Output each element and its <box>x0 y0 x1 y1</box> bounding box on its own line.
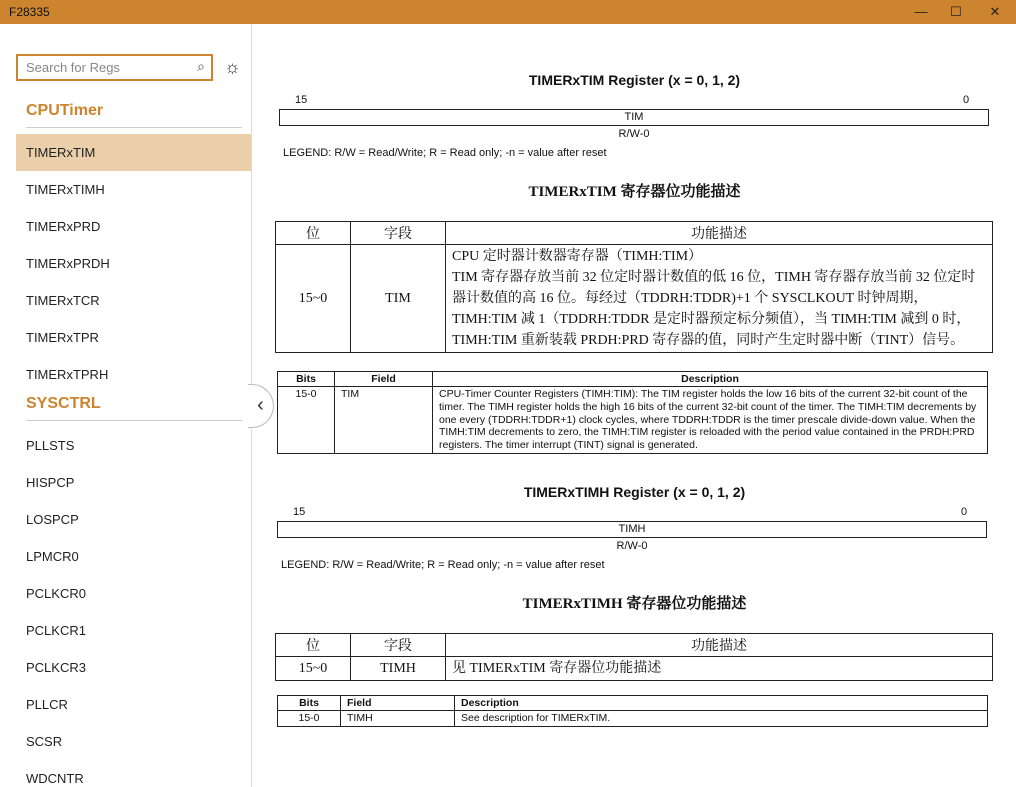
sidebar-item[interactable]: PLLSTS <box>26 438 75 453</box>
register-title: TIMERxTIM Register (x = 0, 1, 2) <box>528 72 741 88</box>
zh-field: TIMH <box>351 657 446 681</box>
close-button[interactable]: ✕ <box>989 4 1001 19</box>
en-desc: See description for TIMERxTIM. <box>455 711 988 727</box>
zh-desc-line: CPU 定时器计数器寄存器（TIMH:TIM） <box>452 249 703 264</box>
search-placeholder: Search for Regs <box>26 60 120 75</box>
search-input[interactable] <box>16 54 213 81</box>
legend: LEGEND: R/W = Read/Write; R = Read only; -n = value after reset <box>281 559 605 571</box>
zh-field: TIM <box>351 245 446 353</box>
bit-high: 15 <box>295 94 308 106</box>
title-bar <box>0 0 1016 24</box>
bit-low: 0 <box>961 506 968 518</box>
en-desc: CPU-Timer Counter Registers (TIMH:TIM): The TIM register holds the low 16 bits of the current 32-bit count of the timer. The TIMH register holds the high 16 bits of the current 32-bit count of the timer. The TIMH:TIM decrements by one every (TDDRH:TDDR+1) clock cycles, where TDDRH:TDDR is the timer prescale divide-down value. When the TIMH:TIM decrements to zero, the TIMH:TIM register is reloaded with the period value contained in the PRDH:PRD registers. The timer interrupt (TINT) signal is generated. <box>433 387 988 454</box>
zh-desc-line: 见 TIMERxTIM 寄存器位功能描述 <box>452 661 662 676</box>
register-field-box <box>279 109 989 126</box>
register-title: TIMERxTIMH Register (x = 0, 1, 2) <box>523 484 746 500</box>
zh-desc <box>446 245 993 353</box>
window-title: F28335 <box>9 5 50 19</box>
sidebar-item[interactable]: PCLKCR1 <box>26 623 86 638</box>
zh-header: 功能描述 <box>446 222 993 245</box>
zh-desc <box>446 657 993 681</box>
sidebar-item[interactable]: HISPCP <box>26 475 75 490</box>
sidebar-item[interactable]: TIMERxPRDH <box>26 256 110 271</box>
table-row <box>276 245 993 353</box>
sidebar-item[interactable]: TIMERxTCR <box>26 293 100 308</box>
sidebar-item[interactable]: WDCNTR <box>26 771 84 786</box>
sidebar-item[interactable]: TIMERxTIMH <box>26 182 105 197</box>
sidebar-item[interactable]: LPMCR0 <box>26 549 79 564</box>
zh-desc-line: TIM 寄存器存放当前 32 位定时器计数值的低 16 位，TIMH 寄存器存放当前 32 位定时器计数值的高 16 位。每经过（TDDRH:TDDR)+1 个 SYSCLKOUT 时钟周期，TIMH:TIM 减 1（TDDRH:TDDR 是定时器预定标分频值），当 TIMH:TIM 减到 0 时，TIMH:TIM 重新装载 PRDH:PRD 寄存器的值，同时产生定时器中断（TINT）信号。 <box>452 270 976 348</box>
theme-toggle-sun-icon[interactable]: ☼ <box>224 57 241 77</box>
en-header: Bits <box>278 696 341 711</box>
bit-low: 0 <box>963 94 970 106</box>
zh-table-title: TIMERxTIM 寄存器位功能描述 <box>528 184 741 200</box>
maximize-button[interactable]: ☐ <box>950 4 962 19</box>
zh-table-title: TIMERxTIMH 寄存器位功能描述 <box>522 596 747 612</box>
divider <box>26 420 242 421</box>
zh-bit-table <box>275 633 993 681</box>
search-icon[interactable]: ⌕ <box>197 58 205 74</box>
en-header: Field <box>341 696 455 711</box>
bit-high: 15 <box>293 506 306 518</box>
sidebar <box>0 24 252 787</box>
en-bit-table <box>277 695 988 727</box>
en-bits: 15-0 <box>278 711 341 727</box>
en-header: Field <box>335 372 433 387</box>
zh-bits: 15~0 <box>276 245 351 353</box>
zh-header: 功能描述 <box>446 634 993 657</box>
legend: LEGEND: R/W = Read/Write; R = Read only; -n = value after reset <box>283 147 607 159</box>
zh-bits: 15~0 <box>276 657 351 681</box>
sidebar-item[interactable]: PLLCR <box>26 697 68 712</box>
field-name: TIM <box>624 111 644 123</box>
zh-header: 字段 <box>351 222 446 245</box>
en-bits: 15-0 <box>278 387 335 454</box>
sidebar-item[interactable]: LOSPCP <box>26 512 79 527</box>
zh-header: 字段 <box>351 634 446 657</box>
table-row <box>276 657 993 681</box>
access-type: R/W-0 <box>618 128 650 140</box>
field-name: TIMH <box>618 523 646 535</box>
divider <box>26 127 242 128</box>
register-content <box>253 24 1016 787</box>
sidebar-item[interactable]: TIMERxTIM <box>16 134 252 171</box>
en-header: Description <box>433 372 988 387</box>
en-bit-table <box>277 371 988 454</box>
zh-header: 位 <box>276 222 351 245</box>
en-field: TIMH <box>341 711 455 727</box>
sidebar-item[interactable]: TIMERxTPR <box>26 330 99 345</box>
minimize-button[interactable]: — <box>914 4 928 19</box>
group-header[interactable]: CPUTimer <box>26 102 104 119</box>
en-header: Bits <box>278 372 335 387</box>
chevron-left-icon: ‹ <box>257 394 264 416</box>
sidebar-item[interactable]: PCLKCR3 <box>26 660 86 675</box>
en-field: TIM <box>335 387 433 454</box>
en-header: Description <box>455 696 988 711</box>
table-row <box>278 711 988 727</box>
sidebar-item[interactable]: PCLKCR0 <box>26 586 86 601</box>
table-row <box>278 387 988 454</box>
zh-bit-table <box>275 221 993 353</box>
access-type: R/W-0 <box>616 540 648 552</box>
sidebar-item[interactable]: SCSR <box>26 734 63 749</box>
group-header[interactable]: SYSCTRL <box>26 395 101 412</box>
sidebar-item[interactable]: TIMERxPRD <box>26 219 101 234</box>
register-field-box <box>277 521 987 538</box>
sidebar-item[interactable]: TIMERxTPRH <box>26 367 109 382</box>
zh-header: 位 <box>276 634 351 657</box>
